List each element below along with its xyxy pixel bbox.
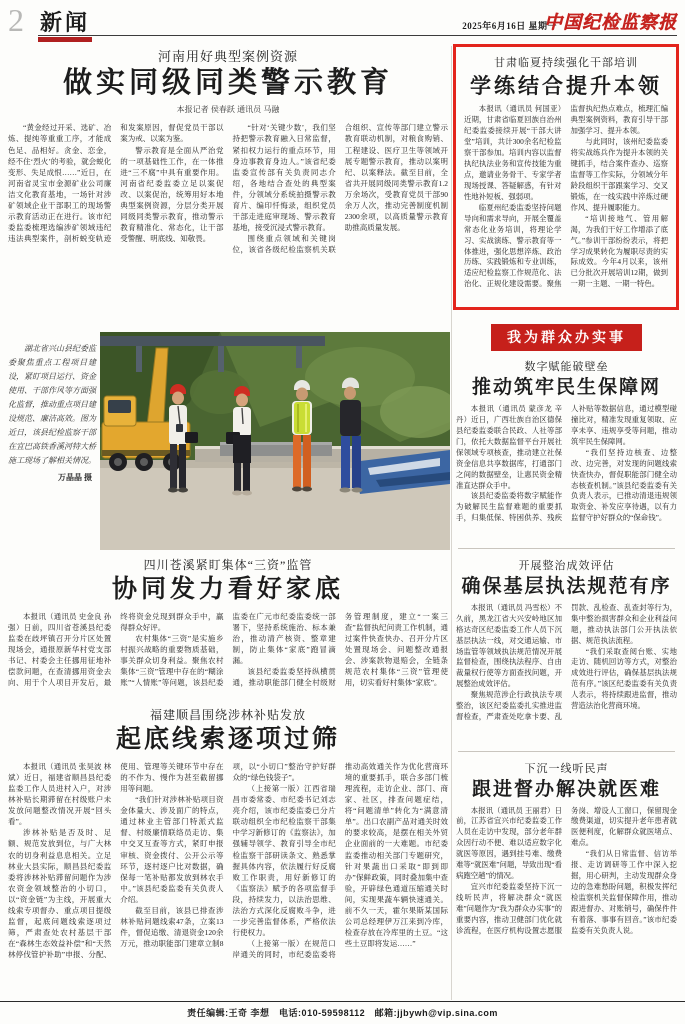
photo-credit: 万晶晶 摄 (58, 473, 92, 482)
article-headline: 跟进督办解决就医难 (471, 778, 661, 800)
rail-divider (458, 751, 675, 752)
article-headline: 起底线索逐项过筛 (115, 726, 340, 753)
article-body (456, 404, 677, 540)
issue-date: 2025年6月16日 星期一 (462, 21, 557, 31)
article-warning-education (8, 46, 448, 318)
paragraph: 临夏州纪委监委坚持问题导向和需求导向，开展全覆盖常态化业务培训，将理论学习、实战演练、警示教育等一体推进，强化思想淬炼、政治历练、实践锻炼和专业训练，适应纪检监察工作规范化、法治化、正规化建设需要。聚焦监督执纪热点难点，梳理汇编典型案例资料，教育引导干部加强学习、提升本领。 (464, 104, 668, 289)
article-kicker: 下沉一线听民声 (524, 762, 609, 775)
photo-caption-block (8, 342, 96, 548)
paragraph: 本报讯（通讯员 王丽君）日前，江苏省宜兴市纪委监委工作人员在走访中发现，部分老年群众因行动不便、难以适应数字化就医等原因，遇到挂号难、缴费难等“就医难”问题，导致出现“看病跑空趟”的情况。 (456, 805, 562, 881)
article-kicker: 数字赋能破壁垒 (524, 361, 609, 373)
banner-wowei-qunzhong: 我为群众办实事 (491, 324, 642, 351)
paragraph: 本报讯（通讯员 张昊波 林斌）近日，福建省顺昌县纪委监委工作人员进村入户，对涉林补贴长期滞留在村级账户未发放问题整改情况开展“回头看”。 (8, 761, 112, 827)
paragraph: “针对‘关键少数’，我们坚持把警示教育融入日常监督，紧扣权力运行的重点环节，用身边事教育身边人。”该省纪委监委宣传部有关负责同志介绍，各地结合查处的典型案件，分领域分系统拍摄警示教育片、编印忏悔录，组织党员干部走进庭审现场、警示教育基地，接受沉浸式警示教育。 (232, 123, 336, 233)
paragraph: “培训接地气、管用解渴，为我们干好工作增添了底气。”参训干部纷纷表示，将把学习成果转化为履职尽责的实际成效。今年4月以来，该州已分批次开展培训12期，做到一期一主题、一期一特色。 (570, 213, 668, 289)
rail-article-minsheng (456, 358, 677, 540)
article-headline: 确保基层执法规范有序 (461, 575, 672, 597)
page-number: 2 (8, 2, 24, 38)
paragraph: 涉林补贴是否及时、足额、规范发放到位，与广大林农的切身利益息息相关。立足林业大县实际，顺昌县纪委监委将涉林补贴滞留问题作为涉农资金领域整治的小切口，以“资金链”为主线，开展重大线索专项督办、重点项目提级监督，起底问题线索逐项过筛，严肃查处农村基层干部在“森林生态效益补偿”和“天然林停伐管护补助”申报、分配、使用、管理等关键环节中存在的不作为、慢作为甚至截留挪用等问题。 (8, 761, 224, 960)
paragraph: 本报讯（通讯员 蒙彦龙 辛丹）近日，广西壮族自治区德保县纪委监委联合民政、人社等部门，依托大数据监督平台开展社保领域专项核查，推动建立社保资金信息共享数据库，打通部门之间的数据壁垒，让惠民资金精准直达群众手中。 (456, 403, 562, 490)
paragraph continuation: （上接第一版）在规范口岸通关的同时，市纪委监委将推动高效通关作为优化营商环境的重要抓手，联合多部门梳理流程，走访企业、部门、商家、社区，排查问题症结，将“问题清单”转化为“满意清单”。出口农副产品对通关时效的要求较高，是摆在相关外贸企业面前的一大难题。市纪委监委推动相关部门专题研究，针对果蔬出口采取“即到即办”保鲜政策，同时叠加集中查验，开辟绿色通道压缩通关时间，实现果蔬车辆快速通关。前不久一天，霍尔果斯某国际公司总经理伊万江来到冷库，检查存放在冷库里的土豆。“这些土豆即将发运……” (232, 761, 448, 960)
masthead-logo: 中国纪检监察报 (544, 12, 677, 32)
article-body (8, 122, 448, 318)
article-body (456, 806, 677, 958)
article-sanzi (8, 556, 448, 695)
featured-article-box (453, 44, 679, 310)
rail-divider (458, 548, 675, 549)
paragraph: 截至目前，该县已排查涉林补贴问题线索47条，立案13件，督促追缴、清退资金120余万元，推动职能部门建章立制8项，以“小切口”整治守护好群众的“绿色钱袋子”。 (120, 761, 336, 949)
article-shulin (8, 706, 448, 999)
section-underline (38, 37, 92, 42)
paragraph: 本报讯（通讯员 冯雪松）不久前，黑龙江省大兴安岭地区加格达奇区纪委监委工作人员下沉基层执法一线，对交通运输、市场监管等领域执法规范情况开展监督检查，围绕执法程序、自由裁量权行使等方面查找问题，开展整治成效评估。 (456, 602, 562, 689)
paragraph: “黄金经过开采、选矿、冶炼、提纯等重重工序，才能成色足、品相好。贪金、恋金，经不住‘烈火’的考验，就会蜕化变形、失足成恨……”近日，在河南省灵宝市金源矿业公司廉洁文化教育基地，一场针对涉矿领域企业干部职工的现场警示教育活动正在进行。该市纪委监委梳理选编涉矿领域违纪违法典型案件，剖析蜕变轨迹和发案原因，督促党员干部以案为戒、以案为鉴。 (8, 123, 224, 244)
paragraph: “我们从日常监督、信访举报、走访调研等工作中深入挖掘，用心研判，主动发现群众身边的急难愁盼问题，积极发挥纪检监察机关监督保障作用，推动跟进督办、对账销号，确保件件有着落、事事有回音。”该市纪委监委有关负责人说。 (571, 849, 677, 936)
article-byline: 本报记者 侯春跃 通讯员 马融 (176, 105, 280, 115)
footer-editors: 责任编辑:王奇 李想 电话:010-59598112 邮箱:jjbywh@vip.sina.com (187, 1008, 498, 1018)
column-divider (451, 46, 452, 1000)
article-kicker: 甘肃临夏持续强化干部培训 (494, 57, 638, 69)
news-photo (100, 332, 450, 550)
article-kicker: 河南用好典型案例资源 (157, 49, 298, 64)
paragraph: 该县纪委监委将数字赋能作为破解民生监督难题的重要抓手，归集低保、特困供养、残疾人补贴等数据信息，通过模型碰撞比对，精准发现重复领取、应享未享、违规享受等问题，推动筑牢民生保障网。 (456, 403, 677, 523)
paragraph: 聚焦规范涉企行政执法专项整治，该区纪委监委扎实推进监督检查，严肃查处吃拿卡要、乱罚款、乱检查、乱查封等行为，集中整治损害群众和企业利益问题，推动执法部门公开执法依据、规范执法流程。 (456, 602, 677, 722)
rail-article-jiuyi (456, 760, 677, 958)
paragraph: “我们针对涉林补贴项目资金体量大、涉及面广的特点，通过林业主管部门特派式监督、村级廉情联络员走访、集中交叉互查等方式，紧盯申报审核、资金拨付、公开公示等环节，逐村逐户比对数据，确保每一笔补贴都发放到林农手中。”该县纪委监委有关负责人介绍。 (120, 795, 224, 904)
paragraph: 本报讯（通讯员 何国亚）近期，甘肃省临夏回族自治州纪委监委接续开展“干部大讲堂”培训，共计300余名纪检监察干部参加。培训内容以监督执纪执法业务和宣传技能为重点，邀请业务骨干、专家学者现场授课、答疑解惑，有针对性地补短板、强弱项。 (464, 104, 562, 201)
photo-caption: 湖北省兴山县纪委监委聚焦重点工程项目建设，紧盯项目运行、资金使用、干部作风等方面强化监督，推动重点项目建设规范、廉洁高效。图为近日，该县纪检监察干部在宜巴高铁香溪河特大桥施工现场了解相关情况。 (8, 344, 96, 465)
banner-wrap (456, 324, 677, 351)
article-body (8, 761, 448, 999)
right-rail (456, 324, 677, 958)
article-kicker: 四川苍溪紧盯集体“三资”监管 (143, 558, 313, 572)
paragraph continuation: （上接第一版）江西省瑞昌市委常委、市纪委书记刘志亮介绍，该市纪委监委已分片联动组织全市纪检监察干部集中学习新修订的《监察法》，加强辅导领学、教育引导全市纪检监察干部研读条文、熟悉掌握具体内容，依法履行好反腐败工作职责，用好新修订的《监察法》赋予的各项监督手段，持续发力，以法治思维、法治方式深化反腐败斗争，进一步完善监督体系，严格依法行使权力。 (232, 783, 336, 938)
article-headline: 推动筑牢民生保障网 (471, 377, 661, 398)
paragraph: “我们采取查阅台账、实地走访、随机回访等方式，对整治成效进行评估，确保基层执法规范有序。”该区纪委监委有关负责人表示，将持续跟进监督，推动营造法治化营商环境。 (571, 646, 677, 711)
paragraph: 与此同时，该州纪委监委将实战练兵作为提升本领的关键抓手，结合案件查办、巡察监督等工作实际，分领域分年龄段组织干部跟案学习、交叉锻炼，在一线实践中淬炼过硬作风、提升履职能力。 (570, 137, 668, 212)
paragraph: 围绕重点领域和关键岗位，该省各级纪检监察机关联合组织、宣传等部门建立警示教育联动机制，对粮食购销、工程建设、医疗卫生等领域开展专题警示教育，推动以案明纪、以案释法。截至目前，全省共开展同级同类警示教育1.2万余场次，受教育党员干部90余万人次，推动完善制度机制2300余项，以高质量警示教育助推高质量发展。 (232, 123, 448, 255)
article-body (456, 603, 677, 743)
article-body (8, 611, 448, 695)
article-headline: 协同发力看好家底 (111, 576, 344, 603)
footer-rule (0, 1001, 685, 1002)
article-kicker: 开展整治成效评估 (518, 559, 615, 572)
article-headline: 学练结合提升本领 (470, 74, 662, 98)
article-kicker: 福建顺昌围绕涉林补贴发放 (149, 708, 306, 722)
paragraph: 该县纪委监委坚持纵横贯通，推动职能部门健全村级财务管理制度，建立“一案三查”监督执纪问责工作机制，通过案件快查快办、召开分片区处置现场会、问题整改通报会、涉案款物退赔会，全链条规范农村集体“三资”管理使用，切实看好村集体“家底”。 (232, 611, 448, 688)
header-rule (38, 35, 677, 36)
rail-article-zhifa (456, 557, 677, 743)
paragraph: 警示教育是全面从严治党的一项基础性工作，在一体推进“三不腐”中具有重要作用。河南省纪委监委立足以案促改、以案促治，统筹用好本地典型案例资源，分层分类开展同级同类警示教育，推动警示教育精准化、常态化，让干部受警醒、明底线、知敬畏。 (120, 145, 224, 244)
article-headline: 做实同级同类警示教育 (62, 67, 393, 99)
paragraph: “我们坚持边核查、边整改、边完善，对发现的问题线索快查快办，督促职能部门健全动态核查机制。”该县纪委监委有关负责人表示，已推动清退违规领取资金、补发应享待遇，以有力监督守护好群众的“保命钱”。 (571, 447, 677, 523)
article-body (464, 104, 668, 296)
paragraph: 本报讯（通讯员 史金良 孙强）日前，四川省苍溪县纪委监委在歧坪镇召开分片区处置现场会，通报原新华村党支部书记、村委会主任挪用征地补偿款问题，在查清挪用资金去向、用于个人项目开发后，最终将资金兑现到群众手中，赢得群众好评。 (8, 611, 224, 688)
paragraph: 宜兴市纪委监委坚持下沉一线听民声，将解决群众“就医难”问题作为“我为群众办实事”的重要内容，推动卫健部门优化就诊流程，在医疗机构设置志愿服务岗、增设人工窗口，保留现金缴费渠道，切实提升老年患者就医便利度，化解群众就医堵点、难点。 (456, 805, 677, 936)
section-title: 新闻 (40, 10, 91, 35)
construction-site-photo-illustration (100, 332, 450, 550)
paragraph: 农村集体“三资”是实施乡村振兴战略的重要物质基础，事关群众切身利益。聚焦农村集体“三资”管理中存在的“糊涂账”“人情账”等问题，该县纪委监委在广元市纪委监委统一部署下，坚持系统施治、标本兼治，推动清产核资、整章建制，防止集体“家底”跑冒滴漏。 (120, 611, 336, 688)
